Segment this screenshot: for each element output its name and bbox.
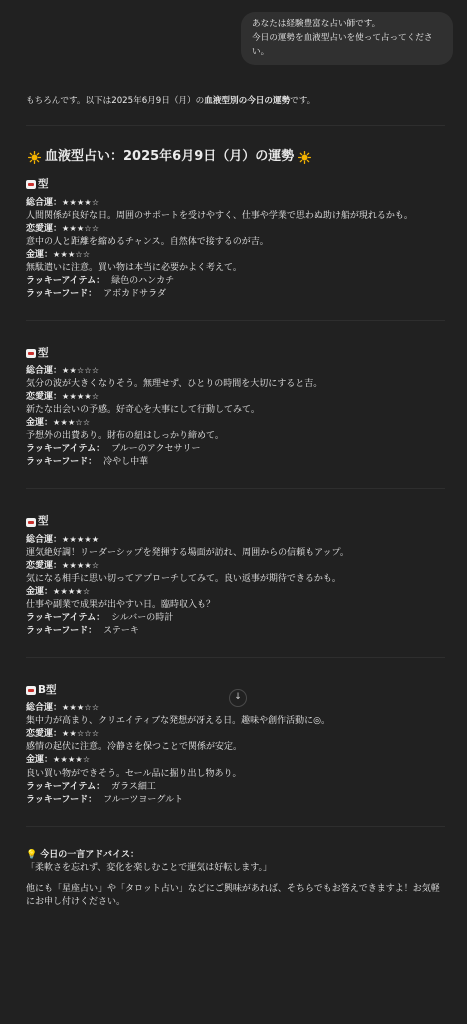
intro-text: [26, 95, 445, 107]
money-stars: ★★★☆☆: [53, 249, 91, 259]
advice-title-text: 今日の一言アドバイス：: [40, 849, 139, 860]
love-text: 新たな出会いの予感。好奇心を大事にして行動してみて。: [26, 405, 260, 416]
advice-quote: 「柔軟さを忘れず、変化を楽しむことで運気は好転します。」: [26, 862, 273, 873]
overall-stars: ★★☆☆☆: [62, 366, 100, 376]
blood-type-label: 型: [38, 346, 49, 359]
love-stars: ★★★★☆: [62, 392, 100, 402]
blood-type-section: [26, 346, 445, 470]
divider: [26, 125, 445, 126]
lucky-food-value: フルーツヨーグルト: [103, 794, 184, 805]
money-text: 仕事や副業で成果が出やすい日。臨時収入も？: [26, 599, 216, 610]
lucky-item-label: ラッキーアイテム：: [26, 275, 106, 286]
advice-title: [26, 849, 445, 862]
lightbulb-icon: 💡: [26, 849, 38, 860]
lucky-food-value: アボカドサラダ: [103, 288, 167, 299]
sun-icon: [298, 151, 311, 164]
love-label: 恋愛運：: [26, 729, 63, 740]
page-title: [28, 148, 445, 167]
blood-type-section: [26, 514, 445, 638]
overall-text: 運気絶好調！リーダーシップを発揮する場面が訪れ、周囲からの信頼もアップ。: [26, 547, 349, 558]
overall-text: 気分の波が大きくなりそう。無理せず、ひとりの時間を大切にすると吉。: [26, 379, 323, 390]
overall-label: 総合運：: [26, 197, 63, 208]
divider: [26, 320, 445, 321]
love-stars: ★★☆☆☆: [62, 729, 100, 739]
money-label: 金運：: [26, 249, 54, 260]
money-label: 金運：: [26, 418, 54, 429]
lucky-item-label: ラッキーアイテム：: [26, 781, 106, 792]
user-message-bubble: [241, 12, 453, 65]
blood-type-icon: [26, 180, 36, 189]
arrow-down-icon: ↓: [234, 692, 242, 703]
page-title-text: 血液型占い：2025年6月9日（月）の運勢: [45, 149, 295, 165]
intro-bold: 血液型別の今日の運勢: [204, 96, 291, 106]
love-stars: ★★★★☆: [62, 560, 100, 570]
scroll-down-button[interactable]: [229, 689, 247, 707]
blood-type-title: [26, 346, 445, 361]
lucky-item-value: 緑色のハンカチ: [111, 275, 175, 286]
lucky-food-label: ラッキーフード：: [26, 626, 98, 637]
lucky-item-value: シルバーの時計: [111, 612, 174, 623]
lucky-food-label: ラッキーフード：: [26, 794, 98, 805]
lucky-food-label: ラッキーフード：: [26, 457, 98, 468]
intro-prefix: もちろんです。以下は2025年6月9日（月）の: [26, 96, 205, 106]
overall-stars: ★★★★★: [62, 534, 100, 544]
love-label: 恋愛運：: [26, 560, 63, 571]
money-text: 無駄遣いに注意。買い物は本当に必要かよく考えて。: [26, 262, 242, 273]
money-label: 金運：: [26, 586, 54, 597]
divider: [26, 657, 445, 658]
blood-type-label: 型: [38, 178, 49, 191]
advice-section: [26, 849, 445, 909]
intro-suffix: です。: [290, 96, 316, 106]
blood-type-icon: [26, 518, 36, 527]
money-stars: ★★★★☆: [53, 586, 91, 596]
blood-type-icon: [26, 686, 36, 695]
blood-type-label: 型: [38, 515, 49, 528]
user-message-line-1: あなたは経験豊富な占い師です。: [252, 19, 381, 29]
divider: [26, 488, 445, 489]
overall-label: 総合運：: [26, 366, 63, 377]
assistant-response: [26, 95, 445, 909]
blood-type-label: B型: [38, 684, 57, 697]
sun-icon: [28, 151, 41, 164]
blood-type-section: [26, 177, 445, 301]
lucky-item-label: ラッキーアイテム：: [26, 444, 106, 455]
lucky-food-label: ラッキーフード：: [26, 288, 98, 299]
lucky-food-value: ステーキ: [103, 626, 139, 637]
user-message-line-2: 今日の運勢を血液型占いを使って占ってください。: [252, 32, 433, 57]
overall-stars: ★★★★☆: [62, 197, 100, 207]
overall-label: 総合運：: [26, 534, 63, 545]
lucky-item-label: ラッキーアイテム：: [26, 612, 106, 623]
money-stars: ★★★☆☆: [53, 418, 91, 428]
overall-text: 人間関係が良好な日。周囲のサポートを受けやすく、仕事や学業で思わぬ助け船が現れるかも。: [26, 210, 413, 221]
money-stars: ★★★★☆: [53, 755, 91, 765]
lucky-food-value: 冷やし中華: [103, 457, 149, 468]
love-stars: ★★★☆☆: [62, 223, 100, 233]
money-text: 良い買い物ができそう。セール品に掘り出し物あり。: [26, 768, 242, 779]
lucky-item-value: ブルーのアクセサリー: [111, 444, 201, 455]
love-text: 感情の起伏に注意。冷静さを保つことで関係が安定。: [26, 742, 243, 753]
blood-type-title: [26, 177, 445, 192]
lucky-item-value: ガラス細工: [111, 781, 156, 792]
love-text: 気になる相手に思い切ってアプローチしてみて。良い返事が期待できるかも。: [26, 573, 341, 584]
closing-text: 他にも「星座占い」や「タロット占い」などにご興味があれば、そちらでもお答えできますよ！お気軽にお申し付けください。: [26, 883, 440, 907]
love-label: 恋愛運：: [26, 223, 63, 234]
blood-type-title: [26, 514, 445, 529]
divider: [26, 826, 445, 827]
love-text: 意中の人と距離を縮めるチャンス。自然体で接するのが吉。: [26, 236, 269, 247]
overall-text: 集中力が高まり、クリエイティブな発想が冴える日。趣味や創作活動に◎。: [26, 716, 330, 727]
money-label: 金運：: [26, 755, 54, 766]
overall-label: 総合運：: [26, 703, 63, 714]
overall-stars: ★★★☆☆: [62, 703, 100, 713]
money-text: 予想外の出費あり。財布の紐はしっかり締めて。: [26, 431, 224, 442]
blood-type-icon: [26, 349, 36, 358]
love-label: 恋愛運：: [26, 392, 63, 403]
